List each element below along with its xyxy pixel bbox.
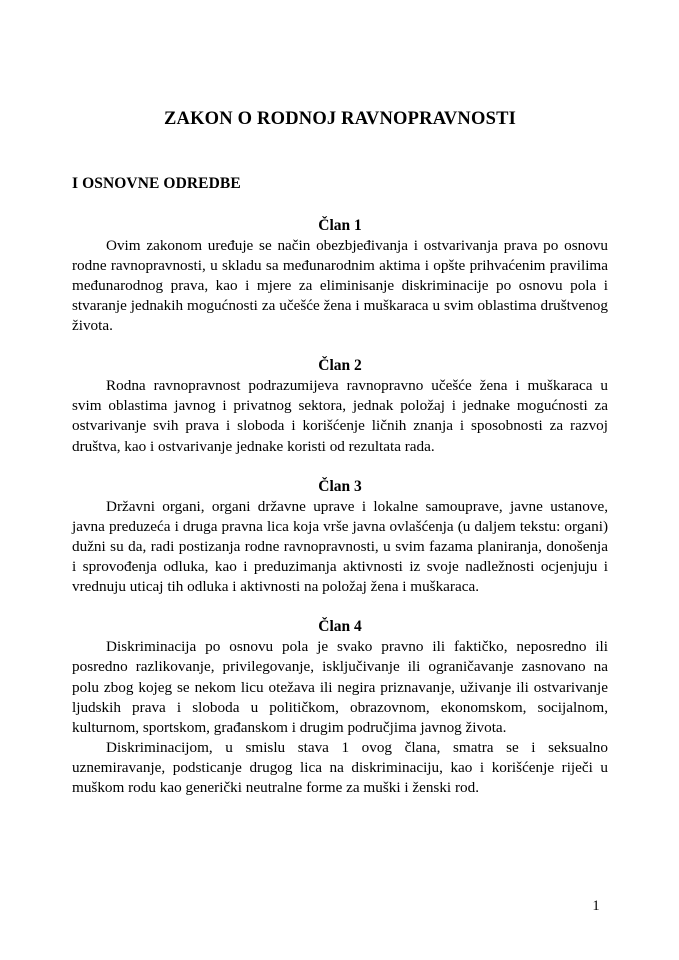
spacer	[72, 597, 608, 617]
article-2	[72, 336, 608, 457]
article-1	[72, 194, 608, 337]
article-4-paragraph-1: Diskriminacija po osnovu pola je svako pravno ili faktičko, neposredno ili posredno razlikovanje, privilegovanje, isključivanje ili ograničavanje zasnovano na polu zbog kojeg se nekom licu otežava ili negira priznavanje, uživanje ili ostvarivanje ljudskih prava i sloboda u političkom, obrazovnom, ekonomskom, socijalnom, kulturnom, sportskom, građanskom i drugim područjima javnog života.	[72, 638, 608, 736]
document-body	[72, 108, 608, 798]
article-2-paragraph-1: Rodna ravnopravnost podrazumijeva ravnopravno učešće žena i muškaraca u svim oblastima javnog i privatnog sektora, jednak položaj i jednake mogućnosti za ostvarivanje svih prava i sloboda i korišćenje ličnih znanja i sposobnosti za razvoj društva, kao i ostvarivanje jednake koristi od rezultata rada.	[72, 377, 608, 455]
article-1-paragraph-1: Ovim zakonom uređuje se način obezbjeđivanja i ostvarivanja prava po osnovu rodne ravnopravnosti, u skladu sa međunarodnim aktima i opšte prihvaćenim pravilima međunarodnog prava, kao i mjere za eliminisanje diskriminacije po osnovu pola i stvaranje jednakih mogućnosti za učešće žena i muškaraca u svim oblastima društvenog života.	[72, 236, 608, 335]
article-2-heading: Član 2	[318, 357, 362, 375]
page-title: ZAKON O RODNOJ RAVNOPRAVNOSTI	[163, 109, 517, 129]
spacer	[72, 457, 608, 477]
article-4-paragraph-2: Diskriminacijom, u smislu stava 1 ovog člana, smatra se i seksualno uznemiravanje, podsticanje drugog lica na diskriminaciju, kao i korišćenje riječi u muškom rodu kao generički neutralne forme za muški i ženski rod.	[72, 738, 608, 797]
article-4-heading: Član 4	[318, 618, 362, 636]
article-4	[72, 597, 608, 798]
section-heading-basic-provisions: I OSNOVNE ODREDBE	[72, 175, 241, 193]
article-3-heading: Član 3	[318, 477, 362, 495]
spacer	[72, 194, 608, 216]
article-3-paragraph-1: Državni organi, organi državne uprave i lokalne samouprave, javne ustanove, javna preduzeća i druga pravna lica koja vrše javna ovlašćenja (u daljem tekstu: organi) dužni su da, radi postizanja rodne ravnopravnosti, u svim fazama planiranja, donošenja i sprovođenja odluka, kao i preduzimanja aktivnosti iz svoje nadležnosti ocjenjuju i vrednuju uticaj tih odluka i aktivnosti na položaj žena i muškaraca.	[72, 497, 608, 596]
article-1-heading: Član 1	[318, 216, 362, 234]
page-number: 1	[592, 898, 600, 914]
spacer	[72, 336, 608, 356]
article-3	[72, 457, 608, 598]
